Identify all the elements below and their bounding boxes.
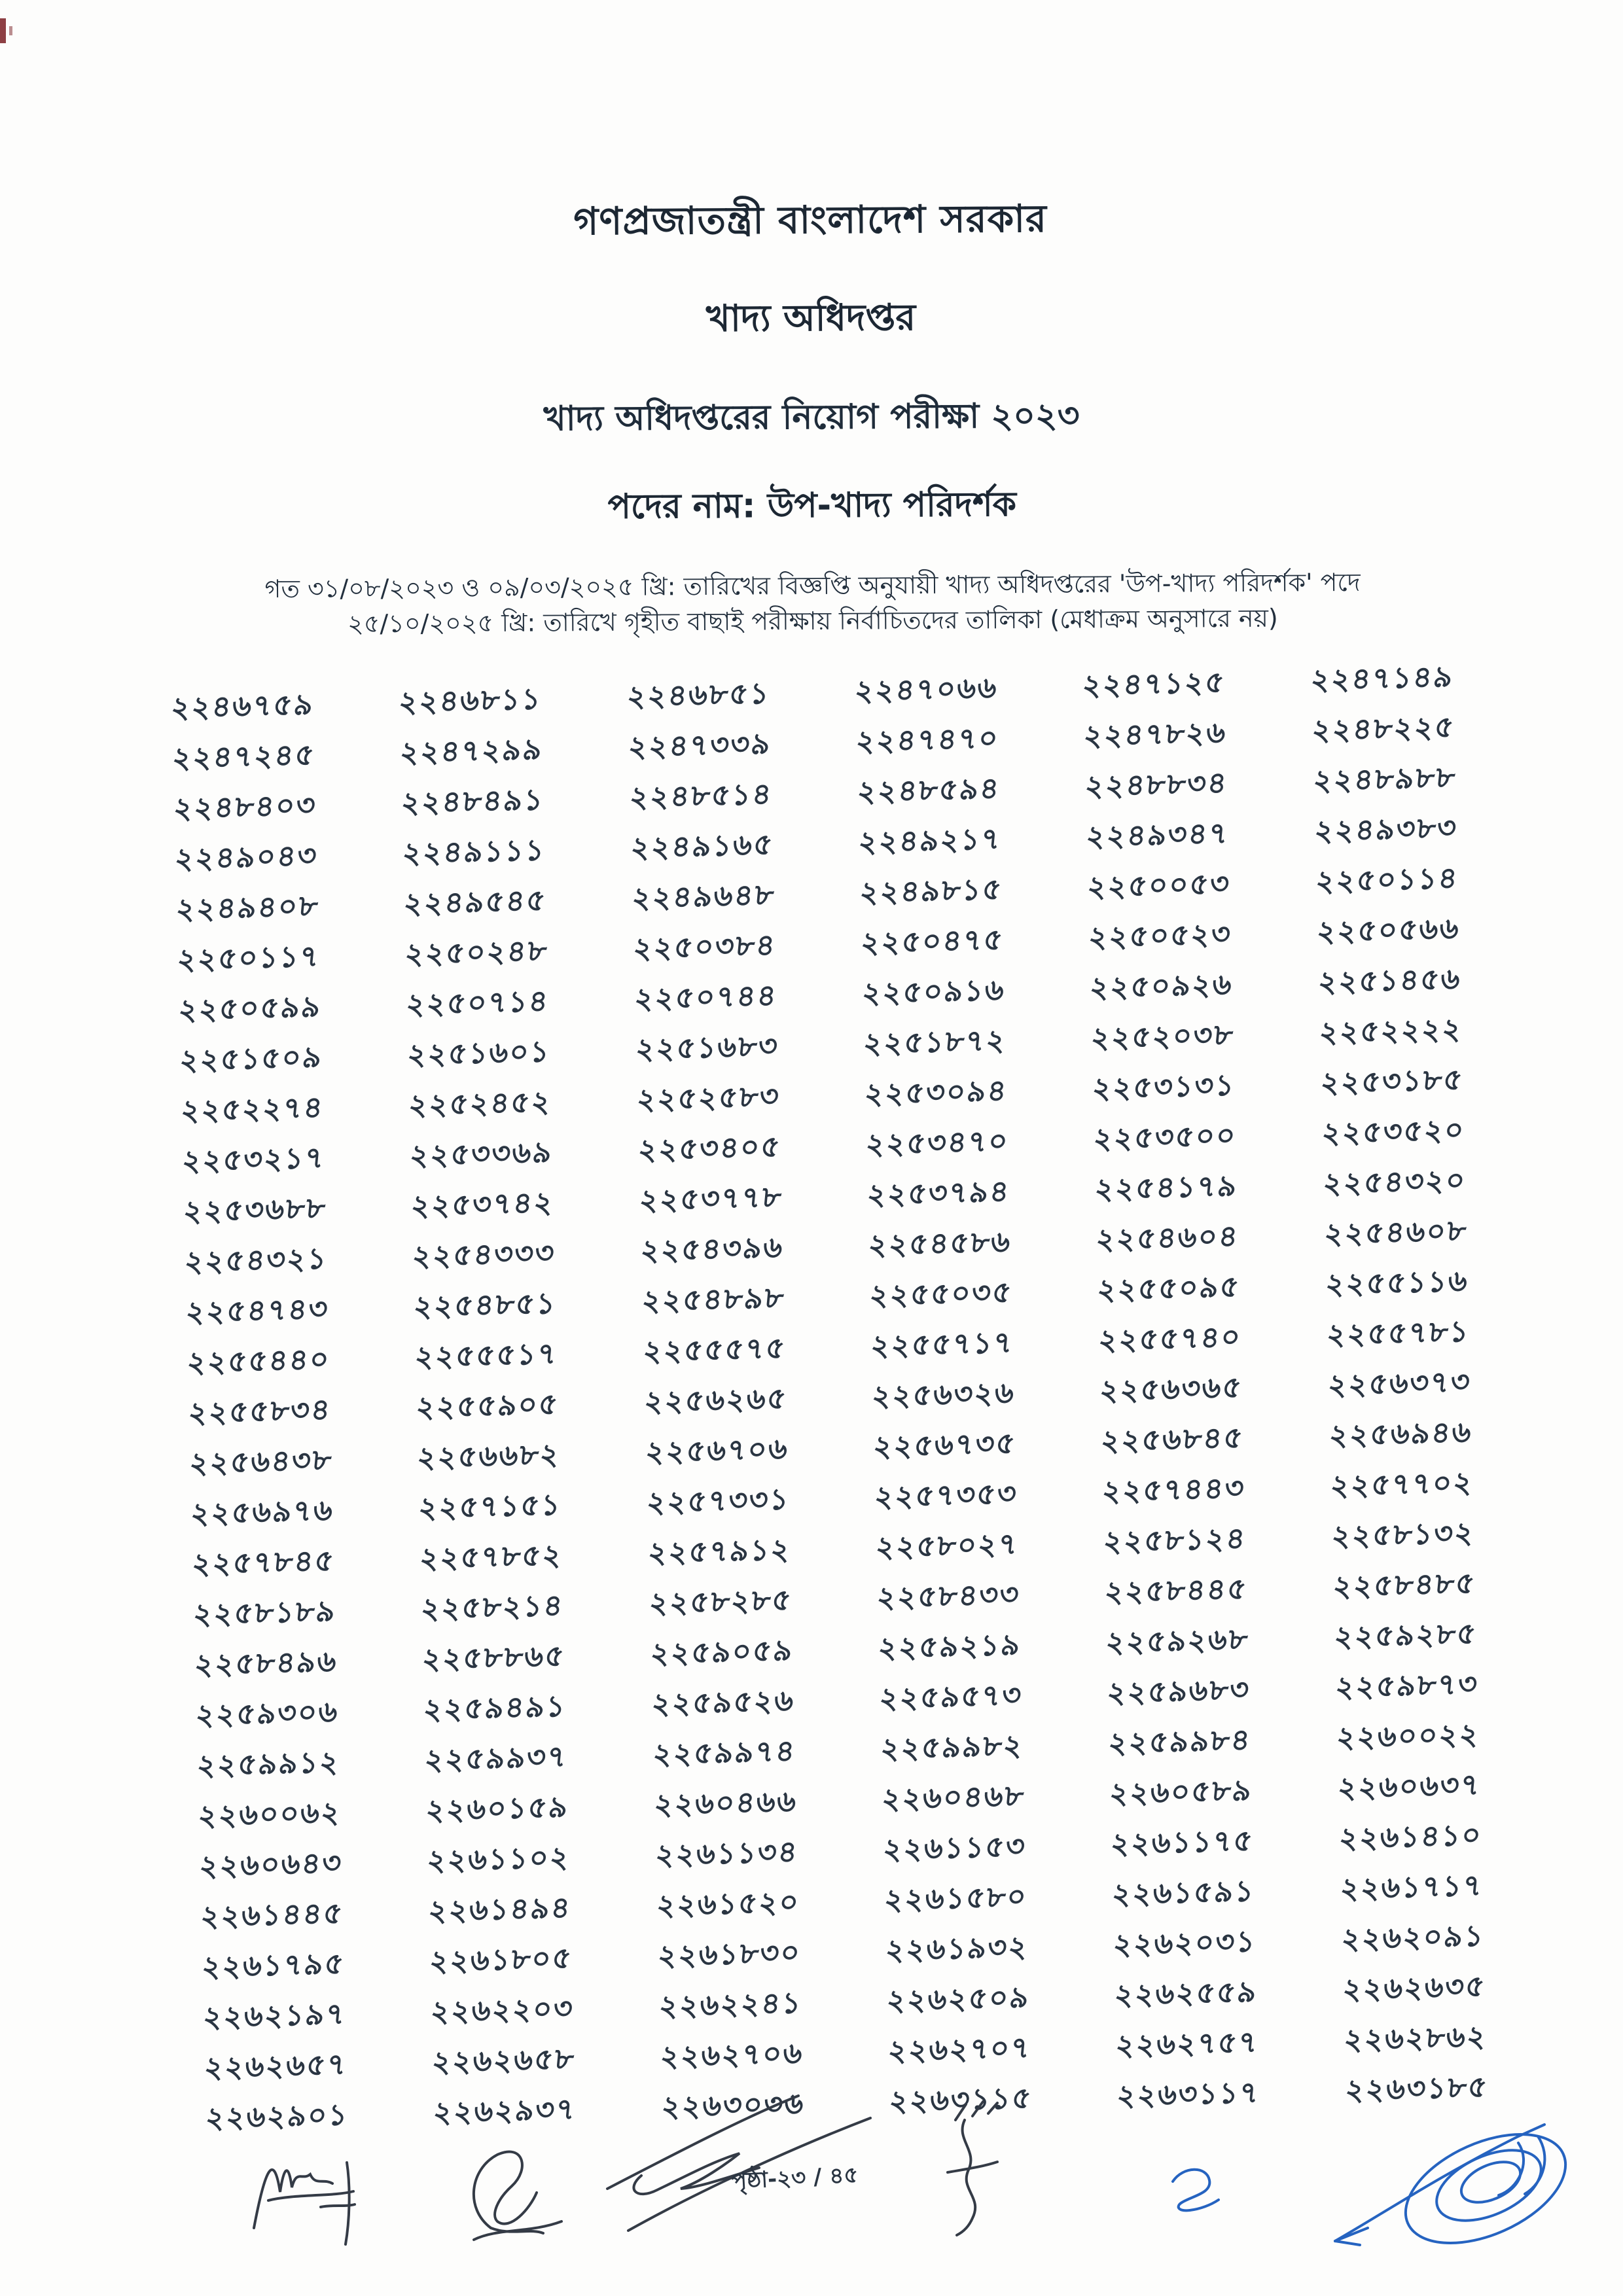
roll-number: ২২৫৩৬৮৮: [181, 1190, 329, 1229]
roll-number: ২২৪৭৮২৬: [1082, 715, 1229, 753]
roll-number: ২২৫৮৪৮৫: [1330, 1565, 1478, 1604]
roll-number: ২২৫৮৪৯৬: [192, 1643, 340, 1682]
roll-number: ২২৫৫৪৪০: [185, 1341, 332, 1380]
roll-number: ২২৫৮১৮৯: [191, 1593, 338, 1632]
roll-number: ২২৬৩১১৭: [1115, 2074, 1262, 2113]
roll-number: ২২৫৮৪৪৫: [1103, 1570, 1250, 1610]
roll-number: ২২৬২২৪১: [657, 1985, 804, 2024]
intro-line-1: গত ৩১/০৮/২০২৩ ও ০৯/০৩/২০২৫ খ্রি: তারিখের বিজ্ঞপ্তি অনুযায়ী খাদ্য অধিদপ্তরের 'উপ-খাদ্য পরিদর্শক' পদে: [264, 567, 1361, 604]
signature-2: [452, 2130, 582, 2254]
roll-number: ২২৪৮৯৮৮: [1311, 759, 1458, 798]
roll-number: ২২৫০৫৯৯: [177, 989, 323, 1027]
roll-number: ২২৫২২৭৪: [179, 1089, 326, 1128]
roll-number: ২২৬১৯৩২: [883, 1929, 1031, 1968]
roll-number: ২২৫৮৮৬৫: [420, 1638, 567, 1676]
roll-grid-wrap: [0, 650, 1623, 2150]
roll-number: ২২৬০৪৬৬: [652, 1783, 799, 1822]
roll-number: ২২৫৩৭৯৪: [865, 1173, 1012, 1212]
roll-number: ২২৬১৭৯৫: [200, 1945, 347, 1985]
roll-number: ২২৫৭৪৪৩: [1100, 1470, 1247, 1509]
roll-number: ২২৫১৫০৯: [178, 1039, 325, 1078]
roll-number: ২২৬২৫৫৯: [1113, 1973, 1260, 2013]
roll-number: ২২৫৩২১৭: [180, 1140, 327, 1178]
roll-number: ২২৬২৯৩৭: [431, 2091, 579, 2130]
roll-number: ২২৫৮১২৪: [1101, 1520, 1249, 1559]
intro-line-2: ২৫/১০/২০২৫ খ্রি: তারিখে গৃহীত বাছাই পরীক্ষায় নির্বাচিতদের তালিকা (মেধাক্রম অনুসারে নয়): [347, 603, 1278, 639]
roll-number: ২২৬২৯০১: [204, 2096, 351, 2136]
roll-number: ২২৫৩৩৬৯: [408, 1134, 555, 1173]
roll-number: ২২৫৯৪৯১: [421, 1688, 569, 1727]
roll-number: ২২৫৪৩৯৬: [639, 1229, 785, 1268]
roll-number: ২২৫৯২১৯: [876, 1627, 1024, 1665]
roll-number: ২২৫০৭৪৪: [632, 978, 779, 1016]
roll-number: ২২৬২২০৩: [429, 1990, 576, 2029]
signature-4: [910, 2094, 1034, 2244]
roll-number: ২২৫৫১১৬: [1323, 1263, 1471, 1302]
roll-number: ২২৪৮৪৯১: [399, 781, 546, 821]
roll-number: ২২৬২০৩১: [1111, 1923, 1258, 1962]
roll-number: ২২৫৬২৬৫: [642, 1381, 789, 1419]
roll-number: ২২৪৭০৬৬: [853, 669, 1000, 709]
roll-number: ২২৫৪৩২১: [183, 1241, 330, 1279]
document-header: [0, 186, 1623, 644]
roll-number: ২২৫৪৬০৮: [1322, 1212, 1469, 1252]
roll-number: ২২৫৯৬৮৩: [1105, 1671, 1253, 1710]
roll-number: ২২৪৮৮৩৪: [1083, 765, 1230, 804]
roll-number: ২২৪৯২১৭: [857, 821, 1003, 860]
roll-number: ২২৬২৬৩৫: [1340, 1968, 1488, 2007]
roll-number: ২২৪৭১২৫: [1080, 664, 1228, 703]
roll-number: ২২৫৬৩২৬: [870, 1375, 1017, 1414]
roll-number: ২২৫৫০৩৫: [868, 1274, 1014, 1313]
roll-number: ২২৫৯০৫৯: [649, 1632, 795, 1671]
roll-number: ২২৬৩১৮৫: [1343, 2069, 1490, 2108]
roll-number: ২২৬১৫৮০: [882, 1879, 1029, 1917]
roll-number: ২২৫৪৬০৪: [1094, 1218, 1241, 1257]
roll-number: ২২৫৫৮৩৪: [187, 1392, 333, 1430]
roll-number: ২২৫১৮৭২: [861, 1022, 1008, 1061]
roll-number: ২২৬১৪৪৫: [199, 1895, 346, 1934]
roll-number: ২২৪৮৫৯৪: [855, 770, 1003, 809]
roll-number: ২২৫৯২৬৮: [1104, 1621, 1251, 1660]
roll-number: ২২৫৫০৯৫: [1096, 1269, 1243, 1307]
roll-number: ২২৫৫৯০৫: [414, 1386, 562, 1425]
roll-number: ২২৬০০২২: [1334, 1716, 1482, 1755]
roll-number: ২২৬২৬৫৮: [430, 2041, 577, 2079]
roll-number: ২২৬৩০৩৬: [659, 2085, 806, 2125]
roll-number: ২২৪৯৮১৫: [858, 871, 1005, 910]
title-directorate: খাদ্য অধিদপ্তর: [705, 296, 916, 340]
roll-number: ২২৫৯২৮৫: [1332, 1616, 1479, 1654]
roll-number: ২২৫৬৩৭৩: [1326, 1364, 1473, 1403]
roll-number: ২২৪৯৩৮৩: [1312, 809, 1459, 849]
roll-number: ২২৬০৬৪৩: [198, 1845, 344, 1884]
roll-number: ২২৪৯৪০৮: [174, 888, 321, 927]
roll-number: ২২৬০০৬২: [196, 1794, 344, 1833]
roll-number: ২২৬১৮০৫: [428, 1940, 575, 1979]
roll-number: ২২৫৭৮৫২: [418, 1537, 565, 1576]
roll-number: ২২৬১৮৩০: [656, 1934, 803, 1973]
roll-number: ২২৫২০৩৮: [1089, 1017, 1236, 1055]
roll-number: ২২৫৬৭০৬: [643, 1431, 791, 1470]
roll-number: ২২৪৬৭৫৯: [169, 686, 316, 725]
roll-number: ২২৫৫৭৪০: [1097, 1319, 1244, 1358]
roll-number: ২২৪৭৪৭০: [854, 720, 1001, 759]
signature-6: [1322, 2117, 1610, 2287]
roll-number: ২২৪৭২৪৫: [170, 737, 317, 775]
roll-number: ২২৫৪৭৪৩: [184, 1291, 331, 1330]
roll-number: ২২৫৩৫২০: [1319, 1112, 1467, 1151]
title-post: পদের নাম: উপ-খাদ্য পরিদর্শক: [607, 485, 1017, 527]
signature-band: [0, 2077, 1623, 2293]
roll-number: ২২৫৯৯১২: [195, 1744, 342, 1783]
roll-number: ২২৫৩৫০০: [1092, 1118, 1239, 1156]
roll-number: ২২৬১৪৯৪: [427, 1890, 573, 1928]
intro-paragraph: [171, 565, 1454, 643]
roll-number: ২২৬১১৫৩: [881, 1828, 1028, 1867]
roll-number: ২২৬২৮৬২: [1342, 2019, 1489, 2057]
roll-number: ২২৫০২৪৮: [403, 932, 550, 972]
roll-number: ২২৬২৭০৭: [886, 2030, 1033, 2068]
roll-number: ২২৫৭৩৫৩: [872, 1475, 1020, 1515]
roll-number: ২২৫৬৩৬৫: [1098, 1369, 1245, 1408]
roll-number: ২২৫৪৫৮৬: [866, 1224, 1014, 1263]
roll-number: ২২৬২৭৫৭: [1114, 2024, 1261, 2063]
roll-number: ২২৬২৭০৬: [658, 2035, 805, 2074]
roll-number: ২২৫৯৫২৬: [649, 1682, 796, 1722]
page-annotation: পৃষ্ঠা-২৩ / ৪৫: [730, 2161, 859, 2195]
roll-number: ২২৫৬৮৪৫: [1099, 1420, 1246, 1458]
roll-number: ২২৫৭১৫১: [417, 1487, 563, 1526]
roll-number: ২২৪৮৫১৪: [628, 776, 774, 815]
scan-artifact: [9, 26, 12, 35]
roll-number: ২২৬০১৫৯: [424, 1789, 571, 1828]
roll-number: ২২৬২৫০৯: [885, 1979, 1032, 2018]
roll-number: ২২৫২২২২: [1317, 1011, 1465, 1050]
signature-5: [1158, 2159, 1230, 2218]
roll-number: ২২৫৩১৩১: [1090, 1067, 1238, 1106]
roll-number: ২২৫২৪৫২: [407, 1084, 554, 1123]
roll-number: ২২৫৮৪৩৩: [875, 1576, 1022, 1615]
roll-number: ২২৪৯৫৪৫: [402, 882, 549, 921]
roll-number: ২২৬১৫২০: [654, 1884, 802, 1923]
roll-number: ২২৫৯৫৭৩: [878, 1677, 1024, 1716]
scan-artifact: [0, 18, 6, 43]
roll-number: ২২৫৯৯৮২: [879, 1727, 1026, 1766]
roll-number: ২২৫০৩৮৪: [631, 927, 778, 966]
roll-number: ২২৫৭৮৪৫: [190, 1543, 337, 1581]
roll-number: ২২৫৮০২৭: [874, 1526, 1021, 1564]
roll-number: ২২৫৩০৯৪: [863, 1072, 1010, 1112]
roll-number: ২২৫৩৭৪২: [409, 1184, 556, 1224]
roll-number: ২২৫৬৯৪৬: [1327, 1414, 1474, 1453]
roll-number: ২২৬১৭১৭: [1338, 1867, 1485, 1906]
roll-number: ২২৫৯৮৭৩: [1333, 1666, 1480, 1704]
roll-number: ২২৬২১৯৭: [201, 1996, 348, 2035]
roll-number: ২২৫০১১৪: [1313, 860, 1461, 899]
roll-number: ২২৪৯৬৪৮: [630, 877, 777, 915]
roll-number: ২২৫১৬৮৩: [633, 1028, 781, 1067]
roll-number: ২২৫৩৪৭০: [864, 1123, 1011, 1162]
roll-number: ২২৫৮১৩২: [1329, 1515, 1476, 1553]
roll-number: ২২৬২৬৫৭: [202, 2046, 349, 2085]
roll-number: ২২৫১৬০১: [406, 1033, 553, 1072]
roll-number: ২২৪৯১১১: [401, 832, 548, 871]
roll-number: ২২৫৬৬৮২: [416, 1436, 563, 1475]
title-exam: খাদ্য অধিদপ্তরের নিয়োগ পরীক্ষা ২০২৩: [543, 396, 1080, 439]
roll-number: ২২৬১১৭৫: [1109, 1822, 1256, 1862]
roll-number: ২২৫৩৭৭৮: [637, 1179, 784, 1218]
title-government: গণপ্রজাতন্ত্রী বাংলাদেশ সরকার: [573, 196, 1048, 244]
roll-number: ২২৫৮২১৪: [419, 1587, 566, 1626]
roll-number: ২২৫৯৩০৬: [194, 1693, 341, 1733]
roll-number: ২২৫০৭১৪: [404, 983, 552, 1022]
roll-number: ২২৫৩৪০৫: [636, 1129, 783, 1167]
roll-number: ২২৬১১৩৪: [653, 1833, 800, 1873]
roll-number: ২২৬১১০২: [425, 1839, 573, 1878]
roll-number: ২২৬০৪৬৮: [880, 1778, 1027, 1816]
roll-number: ২২৪৬৮১১: [397, 680, 544, 720]
roll-number: ২২৪৮৪০৩: [171, 787, 319, 826]
roll-grid: [128, 652, 1531, 2146]
roll-number: ২২৫০৫২৩: [1087, 916, 1234, 955]
roll-number: ২২৪৬৮৫১: [625, 675, 772, 714]
roll-number: ২২৫৭৯১২: [646, 1532, 793, 1570]
roll-number: ২২৫০৯২৬: [1088, 966, 1235, 1005]
roll-number: ২২৫৫৭১৭: [869, 1324, 1016, 1364]
roll-number: ২২৬১৫৯১: [1110, 1873, 1257, 1912]
roll-number: ২২৫৫৭৮১: [1325, 1313, 1472, 1352]
roll-number: ২২৫৯৯৩৭: [423, 1739, 570, 1777]
roll-number: ২২৫০১১৭: [175, 938, 323, 977]
roll-number: ২২৪৯১৬৫: [628, 826, 776, 865]
roll-number: ২২৫০৫৬৬: [1315, 910, 1462, 949]
roll-number: ২২৪৮২২৫: [1310, 709, 1457, 748]
roll-number: ২২৪৭২৯৯: [398, 731, 545, 770]
roll-number: ২২৫৬৭৩৫: [871, 1425, 1018, 1464]
roll-number: ২২৫৯৯৭৪: [651, 1733, 798, 1772]
roll-number: ২২৪৯৩৪৭: [1084, 815, 1232, 854]
roll-number: ২২৫৭৭০২: [1329, 1464, 1475, 1503]
roll-number: ২২৫৪৩৩৩: [410, 1235, 558, 1274]
roll-number: ২২৫৪৮৯৮: [639, 1280, 787, 1318]
roll-number: ২২৫৫৫৭৫: [641, 1330, 788, 1369]
roll-number: ২২৬২০৯১: [1340, 1918, 1486, 1956]
roll-number: ২২৫৬৪৩৮: [188, 1442, 334, 1481]
roll-number: ২২৫৪৩২০: [1321, 1162, 1468, 1201]
signature-1: [242, 2123, 386, 2254]
roll-number: ২২৪৭৩৩৯: [626, 726, 774, 764]
roll-number: ২২৫৪৮৫১: [412, 1285, 559, 1324]
roll-number: ২২৫৮২৮৫: [647, 1581, 794, 1621]
roll-number: ২২৪৭১৪৯: [1309, 658, 1455, 698]
roll-number: ২২৬১৪১০: [1337, 1817, 1484, 1856]
roll-number: ২২৫৭৩৩১: [645, 1481, 792, 1520]
roll-number: ২২৫০০৫৩: [1086, 866, 1233, 904]
roll-number: ২২৫৫৫১৭: [413, 1335, 560, 1375]
roll-number: ২২৫৬৯৭৬: [188, 1492, 336, 1531]
roll-number: ২২৫১৪৫৬: [1316, 961, 1463, 1000]
roll-number: ২২৫০৪৭৫: [859, 921, 1006, 961]
roll-number: ২২৫০৯১৬: [860, 972, 1007, 1011]
roll-number: ২২৫২৫৮৩: [635, 1078, 782, 1117]
roll-number: ২২৬৩১১৫: [887, 2080, 1035, 2119]
roll-number: ২২৫৩১৮৫: [1319, 1061, 1465, 1101]
roll-number: ২২৪৯০৪৩: [173, 838, 320, 876]
roll-number: ২২৬০৬৩৭: [1336, 1767, 1483, 1805]
roll-number: ২২৬০৫৮৯: [1108, 1772, 1255, 1811]
roll-number: ২২৫৪১৭৯: [1093, 1168, 1240, 1207]
roll-number: ২২৫৯৯৮৪: [1107, 1722, 1254, 1761]
